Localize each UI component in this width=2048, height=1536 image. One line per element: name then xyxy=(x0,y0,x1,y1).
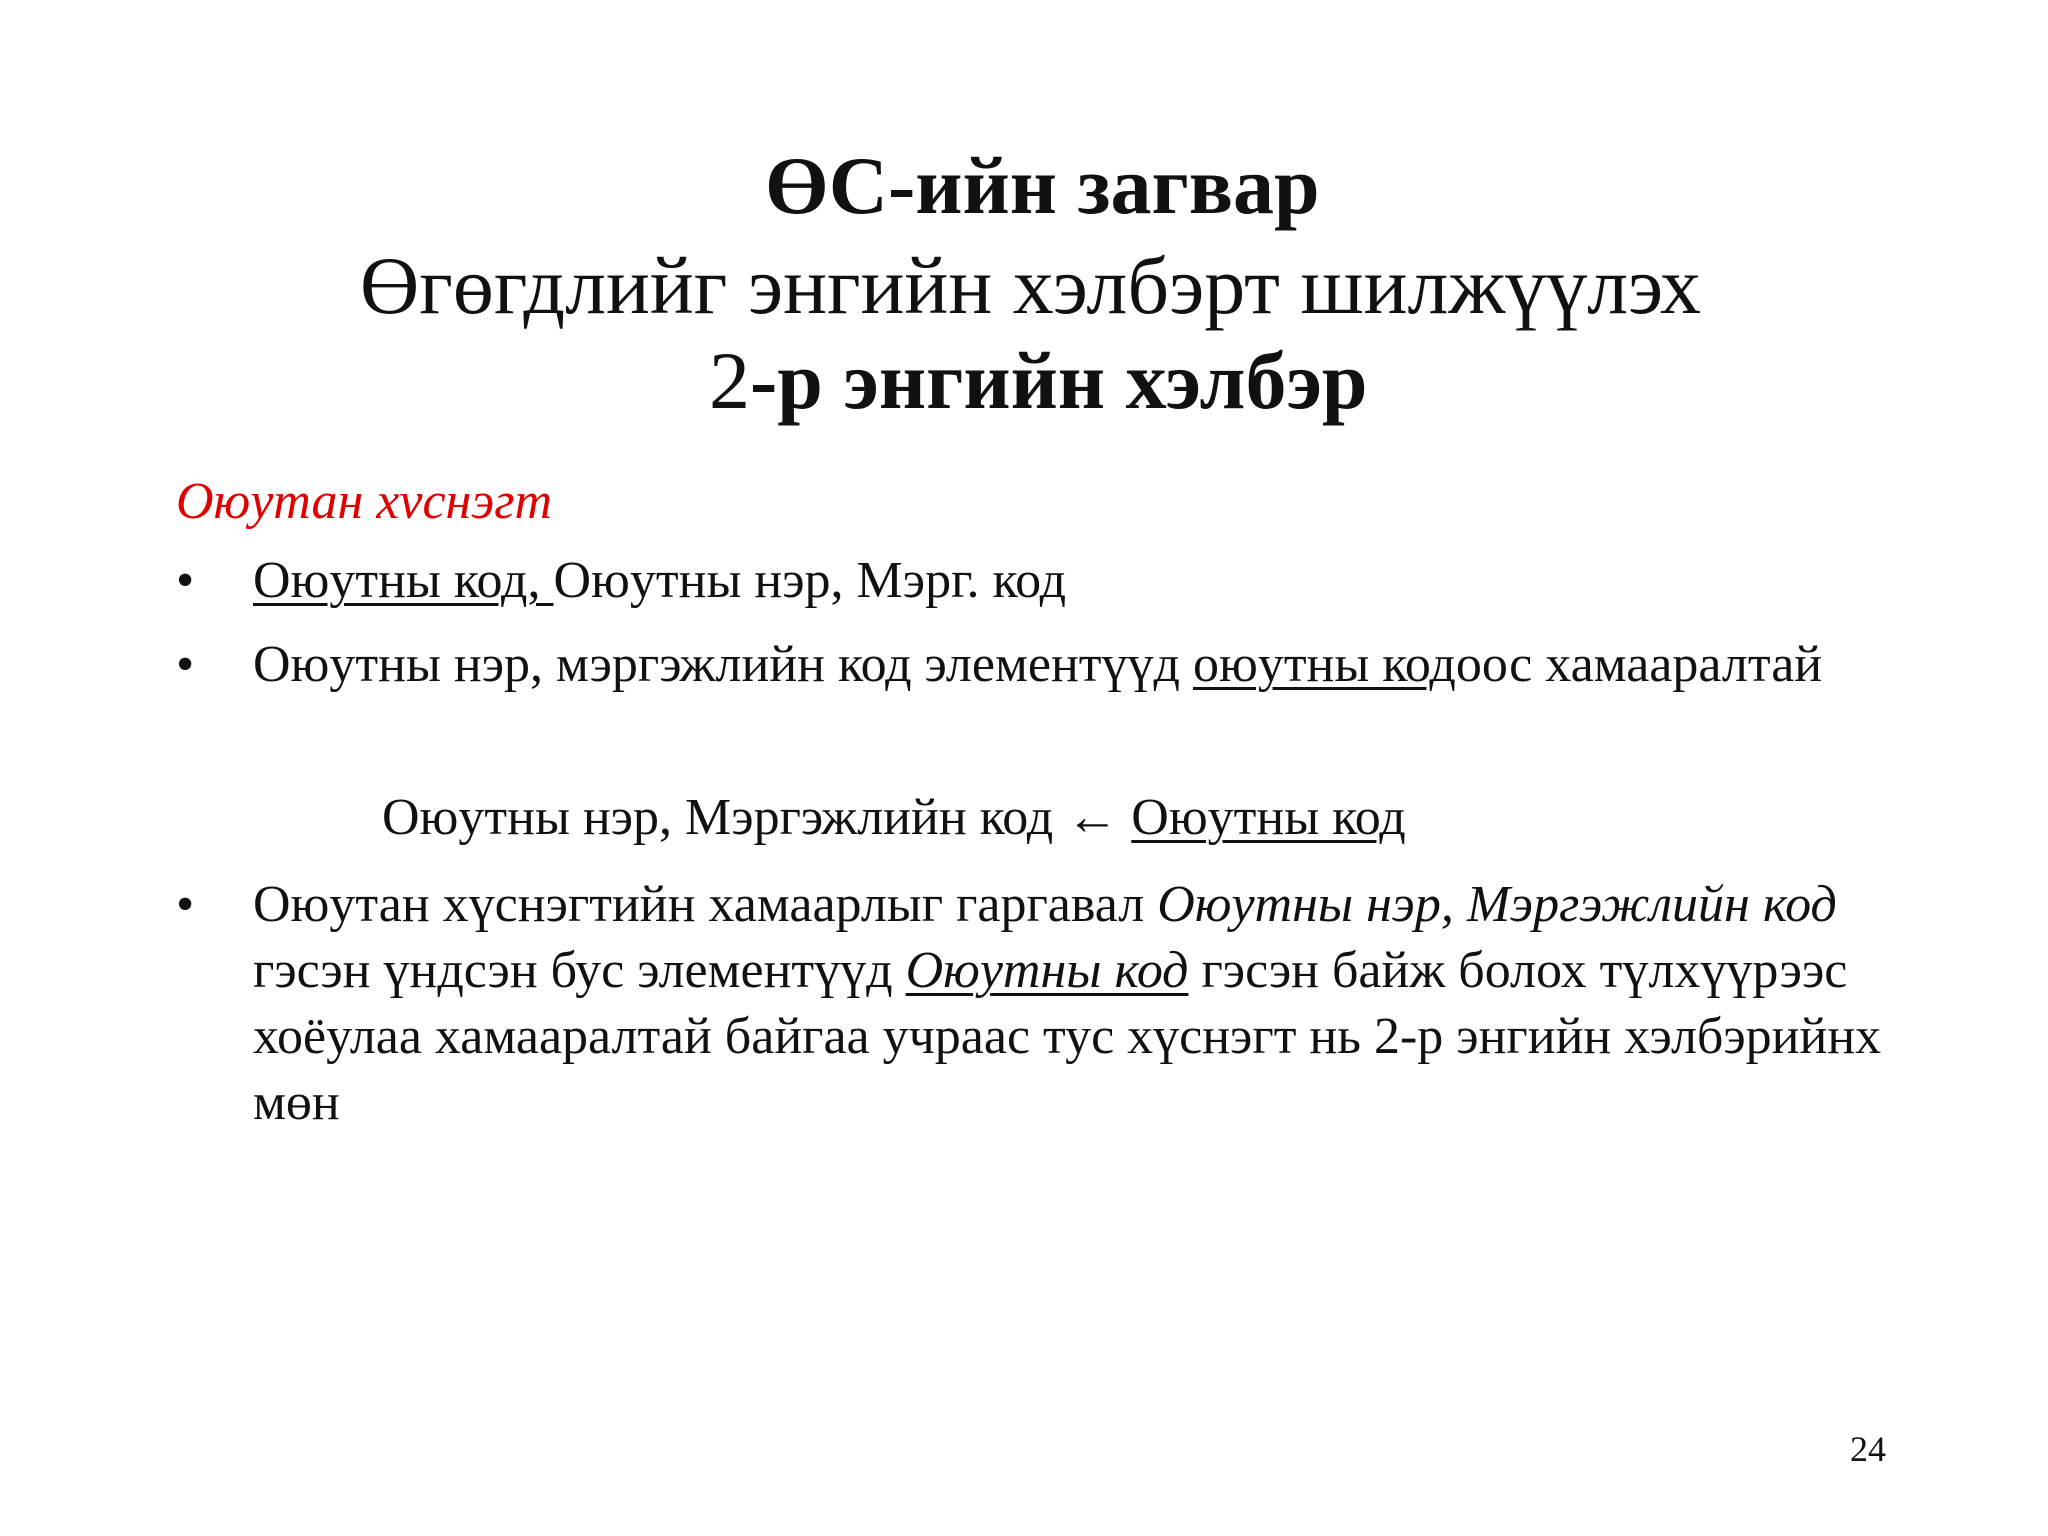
dependency-left: Оюутны нэр, Мэргэжлийн код xyxy=(382,789,1067,846)
bullet-icon: • xyxy=(176,636,195,693)
bullet-icon: • xyxy=(176,876,195,933)
bullet-3-italic-underlined: Оюутны код xyxy=(905,942,1189,999)
page-number: 24 xyxy=(1850,1429,1886,1469)
table-subheading: Оюутан хvснэгт xyxy=(176,473,553,530)
bullet-3-part3: гэсэн байж болох түлхүүрээс хоёулаа хамааралтай байгаа учраас тус хүснэгт нь 2-р энгийн хэлбэрийнх мөн xyxy=(253,942,1882,1131)
bullet-3-italic: Оюутны нэр, Мэргэжлийн код xyxy=(1157,876,1837,933)
title-line-1: ӨС-ийн загвар xyxy=(765,140,1320,231)
bullet-icon: • xyxy=(176,552,195,609)
bullet-2-after: оос хамааралтай xyxy=(1455,636,1823,693)
bullet-text-3 xyxy=(253,872,1913,1136)
bullet-text-2 xyxy=(253,632,1913,698)
dependency-line xyxy=(382,785,1406,851)
primary-key-text: Оюутны код, xyxy=(253,552,554,609)
title-line-3-text: -р энгийн хэлбэр xyxy=(750,335,1368,426)
title-line-3-number: 2 xyxy=(709,335,750,426)
attributes-text: Оюутны нэр, Мэрг. код xyxy=(553,552,1067,609)
bullet-text-1 xyxy=(253,548,1913,614)
bullet-2-before: Оюутны нэр, мэргэжлийн код элементүүд xyxy=(253,636,1193,693)
arrow-left-icon: ← xyxy=(1066,789,1119,846)
title-line-2: Өгөгдлийг энгийн хэлбэрт шилжүүлэх xyxy=(360,240,1702,331)
bullet-2-underlined: оюутны код xyxy=(1192,636,1456,693)
title-line-3 xyxy=(709,335,1368,426)
dependency-right: Оюутны код xyxy=(1131,789,1406,846)
bullet-3-part2: гэсэн үндсэн бус элементүүд xyxy=(253,942,906,999)
bullet-3-part1: Оюутан хүснэгтийн хамаарлыг гаргавал xyxy=(253,876,1158,933)
